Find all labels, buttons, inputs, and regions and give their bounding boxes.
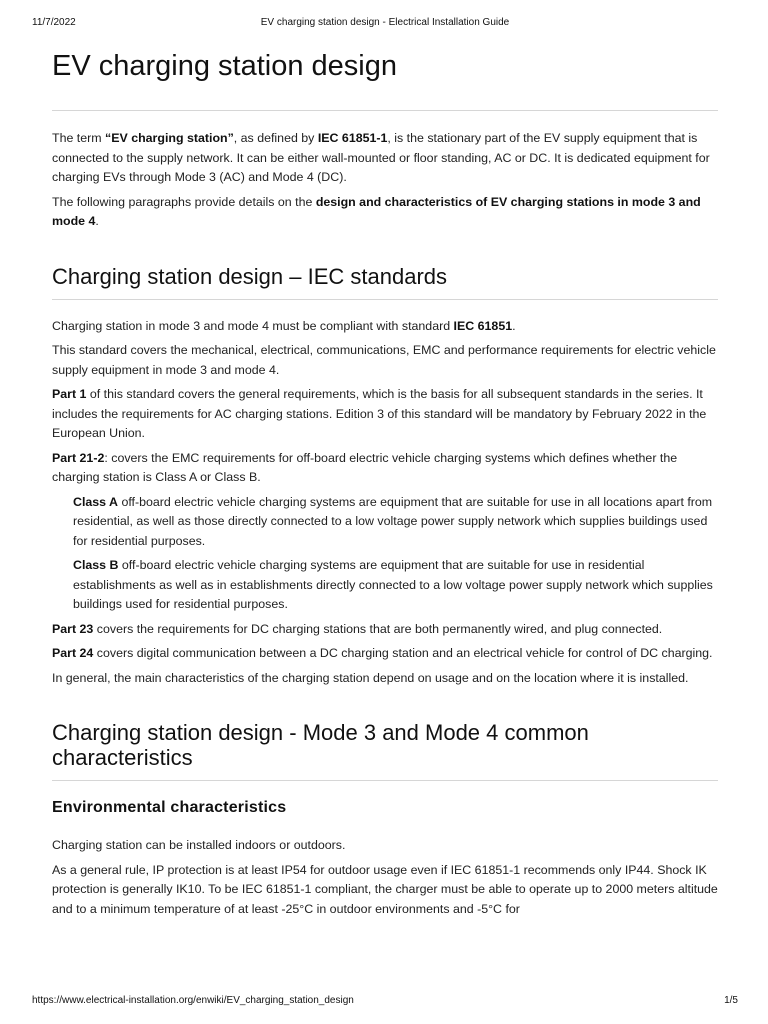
paragraph-standard-scope: This standard covers the mechanical, electrical, communications, EMC and performance requirements for electric vehicle supply equipment in mode 3 and mode 4. [52,343,716,377]
print-footer [32,995,738,1009]
part-label: Part 1 [52,387,87,401]
paragraph-compliance: Charging station in mode 3 and mode 4 must be compliant with standard IEC 61851. [52,318,516,333]
part-label: Part 23 [52,621,94,636]
section-divider [52,299,718,300]
paragraph-general: In general, the main characteristics of the charging station depend on usage and on the location where it is installed. [52,670,689,685]
print-date: 11/7/2022 [32,17,76,28]
paragraph-ip-protection: As a general rule, IP protection is at least IP54 for outdoor usage even if IEC 61851-1 recommends only IP44. Shock IK protection is generally IK10. To be IEC 61851-1 compliant, the charger must be able to operate up to 2000 meters altitude and to a minimum temperature of at least -25°C in outdoor environments and -5°C for [52,862,718,916]
standard-ref: IEC 61851-1 [317,131,388,145]
paragraph-part-23: Part 23 covers the requirements for DC charging stations that are both permanently wired, and plug connected. [52,621,663,636]
intro-emphasis: design and characteristics of EV charging stations in mode 3 and mode 4 [52,194,701,228]
print-header [32,17,738,31]
page-number: 1/5 [724,995,738,1006]
title-divider [52,110,718,111]
subsection-heading-environmental: Environmental characteristics [52,799,287,816]
print-url: https://www.electrical-installation.org/enwiki/EV_charging_station_design [32,995,354,1006]
part-label: Part 21-2 [52,450,105,465]
paragraph-part-1: Part 1 of this standard covers the general requirements, which is the basis for all subsequent standards in the series. It includes the requirements for AC charging stations. Edition 3 of this standard will be mandatory by February 2022 in the European Union. [52,387,707,440]
standard-ref: IEC 61851 [453,318,513,333]
page-title: EV charging station design [52,50,397,82]
paragraph-part-24: Part 24 covers digital communication between a DC charging station and an electrical vehicle for control of DC charging. [52,646,713,660]
intro-paragraph-1: The term “EV charging station”, as defined by IEC 61851-1, is the stationary part of the EV supply equipment that is connected to the supply network. It can be either wall-mounted or floor standing, AC or DC. It is dedicated equipment for charging EVs through Mode 3 (AC) and Mode 4 (DC). [52,131,710,184]
paragraph-class-b: Class B off-board electric vehicle charging systems are equipment that are suitable for use in residential establishments as well as in establishments directly connected to a low voltage power supply network which supplies buildings used for residential purposes. [73,558,713,611]
article [52,46,718,924]
part-label: Part 24 [52,646,94,660]
section-divider [52,780,718,781]
class-label: Class B [73,558,119,572]
class-label: Class A [73,494,118,509]
section-heading-common-characteristics: Charging station design - Mode 3 and Mode 4 common characteristics [52,720,589,770]
term-ev-charging-station: “EV charging station” [105,131,234,145]
paragraph-part-21-2: Part 21-2: covers the EMC requirements for off-board electric vehicle charging systems which defines whether the charging station is Class A or Class B. [52,450,678,484]
section-heading-iec-standards: Charging station design – IEC standards [52,263,448,289]
print-page-title: EV charging station design - Electrical Installation Guide [260,17,510,28]
paragraph-class-a: Class A off-board electric vehicle charging systems are equipment that are suitable for use in all locations apart from residential, as well as those directly connected to a low voltage power supply network which supplies buildings used for residential purposes. [73,494,713,548]
paragraph-indoor-outdoor: Charging station can be installed indoors or outdoors. [52,838,346,852]
intro-paragraph-2: The following paragraphs provide details on the design and characteristics of EV charging stations in mode 3 and mode 4. [52,194,701,228]
